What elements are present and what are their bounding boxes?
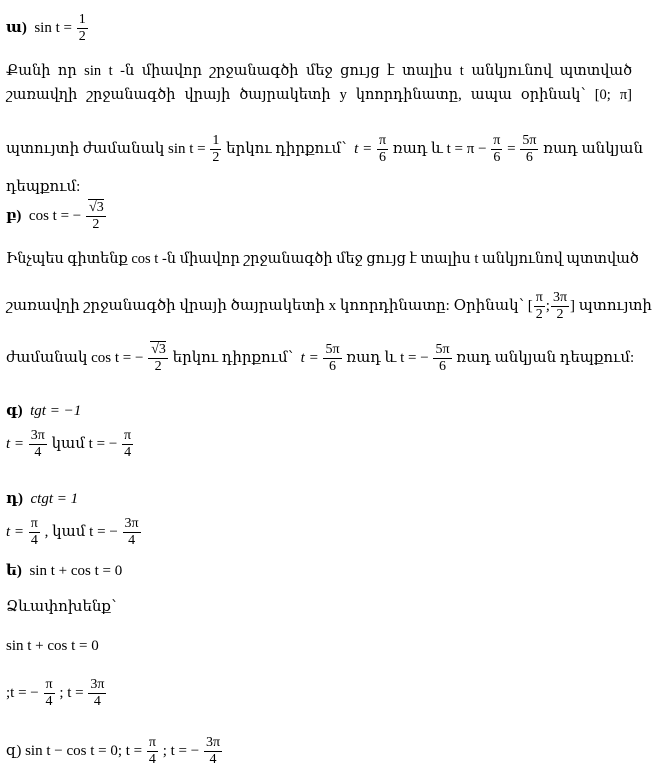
problem-a-line-2: շառավղի շրջանագծի վրայի ծայրակետի y կոորդինատը, ապա օրինակ՝ [0; π]	[6, 87, 632, 103]
problem-g-label: գ)	[6, 403, 23, 419]
problem-e-eq: sin t + cos t = 0	[29, 563, 123, 579]
problem-e-label: ե)	[6, 563, 22, 579]
problem-a-line-3: պտույտի ժամանակ sin t = $\frac{1}{2}$ երկու դիրքում՝ t = $\frac{\pi}{6}$ ռադ և t = π − $\frac{\pi}{6}$ = $\frac{5\pi}{6}$ ռադ անկյան	[6, 133, 644, 165]
problem-b-heading	[6, 200, 107, 233]
problem-a-fraction: $\frac{1}{2}$	[78, 12, 86, 44]
problem-z-result: զ) sin t − cos t = 0; t = $\frac{\pi}{4}$ ; t = − $\frac{3\pi}{4}$	[6, 735, 221, 767]
problem-a-label: ա)	[6, 19, 27, 36]
problem-a-line-1: Քանի որ sin t -ն միավոր շրջանագծի մեջ ցույց է տալիս t անկյունով պտտված	[6, 63, 632, 79]
problem-b-label: բ)	[6, 207, 22, 224]
problem-b-eq-lhs: cos t = −	[28, 207, 82, 224]
problem-b-fraction: $\frac{√3}{2}$	[86, 200, 106, 233]
problem-a-heading	[6, 12, 89, 45]
problem-b-paragraph	[6, 250, 639, 268]
problem-d-label: դ)	[6, 491, 24, 507]
problem-b-line-1: Ինչպես գիտենք cos t -ն միավոր շրջանագծի մեջ ցույց է տալիս t անկյունով պտտված	[6, 251, 639, 267]
problem-b-line-2: շառավղի շրջանագծի վրայի ծայրակետի x կոորդինատը: Օրինակ՝ [ $\frac{\pi}{2}$ ; $\frac{3\pi}{2}$ ] պտույտի	[6, 290, 652, 322]
problem-d-solution: t = $\frac{\pi}{4}$ , կամ t = − $\frac{3\pi}{4}$	[6, 516, 139, 548]
problem-g-heading	[6, 402, 81, 420]
problem-g-solution: t = $\frac{3\pi}{4}$ կամ t = − $\frac{\pi}{4}$	[6, 428, 132, 460]
problem-e-eq2: sin t + cos t = 0	[6, 638, 99, 654]
problem-b-line-3: ժամանակ cos t = − $\frac{√3}{2}$ երկու դիրքում՝ t = $\frac{5\pi}{6}$ ռադ և t = − $\frac{5\pi}{6}$ ռադ անկյան դեպքում:	[6, 342, 635, 374]
problem-e-transform: Ձևափոխենք՝	[6, 599, 117, 615]
problem-z-label: զ)	[6, 742, 22, 759]
problem-a-eq-lhs: sin t =	[34, 19, 72, 36]
problem-a-line-4: դեպքում:	[6, 179, 81, 195]
problem-a-paragraph	[6, 62, 632, 104]
problem-e-result-1: ;t = − $\frac{\pi}{4}$ ; t = $\frac{3\pi}{4}$	[6, 677, 105, 709]
problem-e-heading	[6, 562, 122, 580]
problem-g-eq: tgt = −1	[30, 403, 82, 419]
problem-d-eq: ctgt = 1	[30, 491, 79, 507]
problem-d-heading	[6, 490, 78, 508]
